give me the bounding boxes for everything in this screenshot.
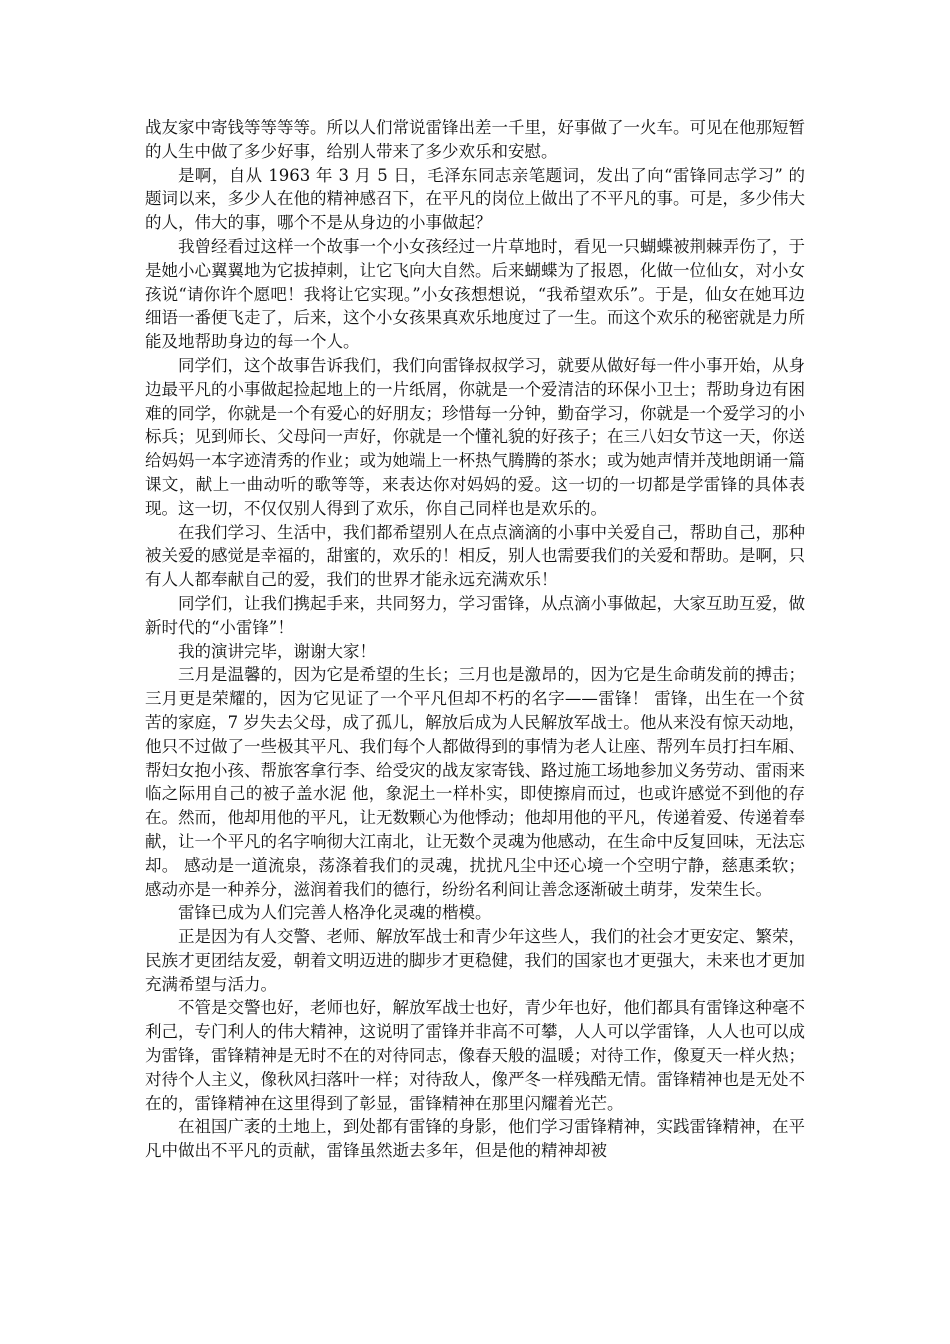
paragraph-march: 三月是温馨的，因为它是希望的生长；三月也是激昂的，因为它是生命萌发前的搏击；三月更是荣耀的，因为它见证了一个平凡但却不朽的名字——雷锋！ 雷锋，出生在一个贫苦的家庭，7 岁失去父母，成了孤儿，解放后成为人民解放军战士。他从来没有惊天动地，他只不过做了一些极其平凡、我们每个人都做得到的事情为老人让座、帮列车员打扫车厢、帮妇女抱小孩、帮旅客拿行李、给受灾的战友家寄钱、路过施工场地参加义务劳动、雷雨来临之际用自己的被子盖水泥 他，象泥土一样朴实，即使擦肩而过，也或许感觉不到他的存在。然而，他却用他的平凡，让无数颗心为他悸动；他却用他的平凡，传递着爱、传递着奉献，让一个平凡的名字响彻大江南北，让无数个灵魂为他感动，在生命中反复回味，无法忘却。 感动是一道流泉，荡涤着我们的灵魂，扰扰凡尘中还心境一个空明宁静，慈惠柔软；感动亦是一种养分，滋润着我们的德行，纷纷名利间让善念逐渐破土萌芽，发荣生长。 xyxy=(145,665,805,899)
paragraph-society: 正是因为有人交警、老师、解放军战士和青少年这些人，我们的社会才更安定、繁荣，民族才更团结友爱，朝着文明迈进的脚步才更稳健，我们的国家也才更强大，未来也才更加充满希望与活力。 xyxy=(145,927,805,994)
paragraph-continuation: 战友家中寄钱等等等等。所以人们常说雷锋出差一千里，好事做了一火车。可见在他那短暂的人生中做了多少好事，给别人带来了多少欢乐和安慰。 xyxy=(145,118,805,161)
document-body xyxy=(145,116,805,1163)
paragraph-small-deeds: 同学们，这个故事告诉我们，我们向雷锋叔叔学习，就要从做好每一件小事开始，从身边最平凡的小事做起捡起地上的一片纸屑，你就是一个爱清洁的环保小卫士；帮助身边有困难的同学，你就是一个有爱心的好朋友；珍惜每一分钟，勤奋学习，你就是一个爱学习的小标兵；见到师长、父母问一声好，你就是一个懂礼貌的好孩子；在三八妇女节这一天，你送给妈妈一本字迹清秀的作业；或为她端上一杯热气腾腾的茶水；或为她声情并茂地朗诵一篇课文，献上一曲动听的歌等等，来表达你对妈妈的爱。这一切的一切都是学雷锋的具体表现。这一切，不仅仅别人得到了欢乐，你自己同样也是欢乐的。 xyxy=(145,355,805,518)
paragraph-spirit: 不管是交警也好，老师也好，解放军战士也好，青少年也好，他们都具有雷锋这种毫不利己，专门利人的伟大精神，这说明了雷锋并非高不可攀，人人可以学雷锋，人人也可以成为雷锋，雷锋精神是无时不在的对待同志，像春天般的温暖；对待工作，像夏天一样火热；对待个人主义，像秋风扫落叶一样；对待敌人，像严冬一样残酷无情。雷锋精神也是无处不在的，雷锋精神在这里得到了彰显，雷锋精神在那里闪耀着光芒。 xyxy=(145,998,805,1113)
paragraph-inscription: 是啊，自从 1963 年 3 月 5 日，毛泽东同志亲笔题词，发出了向“雷锋同志学习” 的题词以来，多少人在他的精神感召下，在平凡的岗位上做出了不平凡的事。可是，多少伟大的人，伟大的事，哪个不是从身边的小事做起？ xyxy=(145,165,805,233)
paragraph-butterfly-story: 我曾经看过这样一个故事一个小女孩经过一片草地时，看见一只蝴蝶被荆棘弄伤了，于是她小心翼翼地为它拔掉刺，让它飞向大自然。后来蝴蝶为了报恩，化做一位仙女，对小女孩说“请你许个愿吧！我将让它实现。”小女孩想想说，“我希望欢乐”。于是，仙女在她耳边细语一番便飞走了，后来，这个小女孩果真欢乐地度过了一生。而这个欢乐的秘密就是力所能及地帮助身边的每一个人。 xyxy=(145,236,805,352)
paragraph-motherland: 在祖国广袤的土地上，到处都有雷锋的身影，他们学习雷锋精神，实践雷锋精神，在平凡中做出不平凡的贡献，雷锋虽然逝去多年，但是他的精神却被 xyxy=(145,1117,805,1161)
paragraph-closing: 我的演讲完毕，谢谢大家！ xyxy=(178,641,376,661)
paragraph-role-model: 雷锋已成为人们完善人格净化灵魂的楷模。 xyxy=(178,903,492,923)
paragraph-call-to-action: 同学们，让我们携起手来，共同努力，学习雷锋，从点滴小事做起，大家互助互爱，做新时代的“小雷锋”！ xyxy=(145,593,805,637)
paragraph-care: 在我们学习、生活中，我们都希望别人在点点滴滴的小事中关爱自己，帮助自己，那种被关爱的感觉是幸福的，甜蜜的，欢乐的！相反，别人也需要我们的关爱和帮助。是啊，只有人人都奉献自己的爱，我们的世界才能永远充满欢乐！ xyxy=(145,522,805,590)
